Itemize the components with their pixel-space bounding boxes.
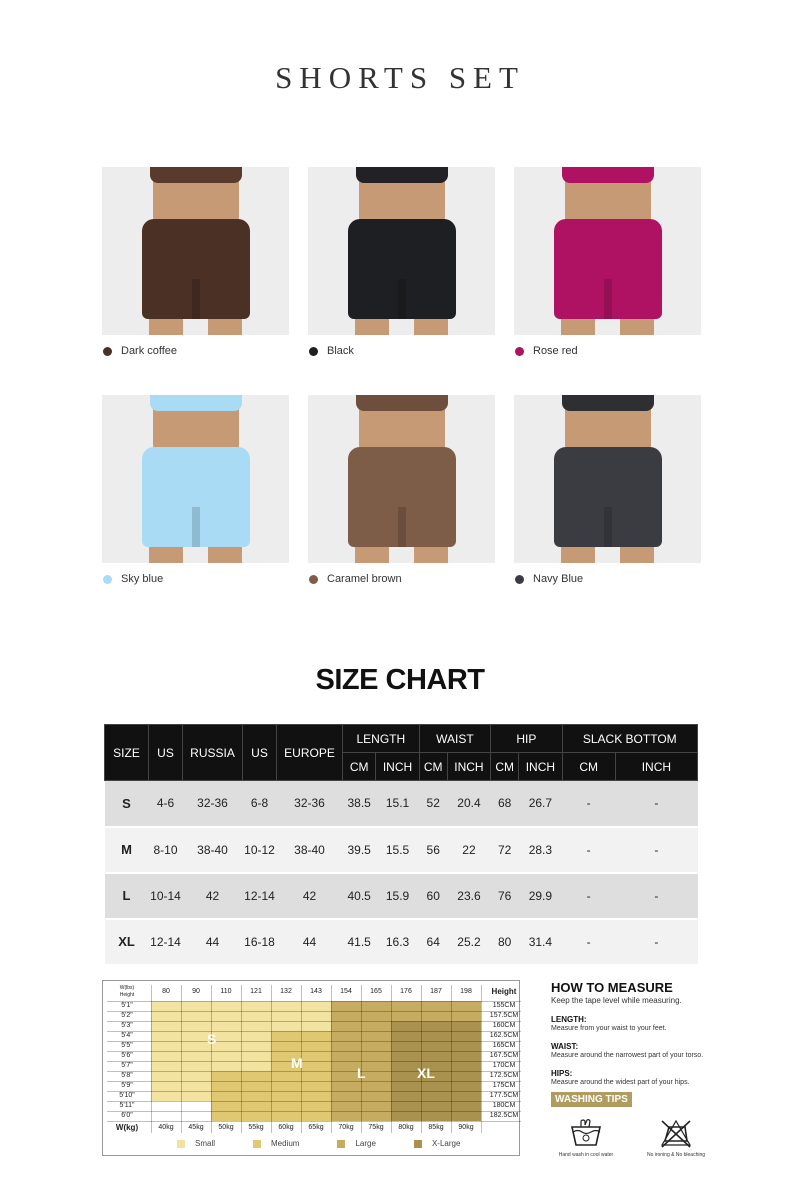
table-cell: 16.3 <box>376 919 419 965</box>
grid-line <box>107 1051 521 1052</box>
table-cell: 38-40 <box>277 827 343 873</box>
grid-line <box>331 985 332 1133</box>
header-length: LENGTH <box>343 725 420 753</box>
sports-bra <box>356 395 448 411</box>
grid-line <box>421 985 422 1133</box>
table-cell: 38-40 <box>183 827 243 873</box>
grid-line <box>107 1061 521 1062</box>
color-option[interactable] <box>514 573 701 585</box>
product-photo[interactable] <box>102 167 289 335</box>
size-zone-label: M <box>291 1055 303 1071</box>
grid-line <box>107 1111 521 1112</box>
color-name: Black <box>327 345 354 357</box>
color-name: Navy Blue <box>533 573 584 585</box>
height-cm-label: 180CM <box>492 1102 516 1109</box>
weight-kg-label: 80kg <box>398 1124 414 1131</box>
table-cell: - <box>615 873 697 919</box>
table-cell: 26.7 <box>519 781 562 827</box>
legend-item <box>414 1139 460 1148</box>
height-ft-label: 5'5" <box>121 1042 133 1049</box>
sports-bra <box>150 167 242 183</box>
grid-line <box>107 1001 521 1002</box>
how-to-measure-subtitle: Keep the tape level while measuring. <box>551 996 682 1005</box>
height-cm-label: 155CM <box>492 1002 516 1009</box>
color-swatch-icon <box>515 575 524 584</box>
table-cell: 23.6 <box>447 873 490 919</box>
grid-line <box>451 985 452 1133</box>
weight-lbs-label: 80 <box>162 988 170 995</box>
grid-line <box>107 1071 521 1072</box>
product-card[interactable] <box>102 395 289 585</box>
grid-line <box>181 985 182 1133</box>
table-cell: 25.2 <box>447 919 490 965</box>
table-cell: 31.4 <box>519 919 562 965</box>
no-iron-no-bleach-icon <box>659 1119 693 1149</box>
weight-kg-label: 60kg <box>278 1124 294 1131</box>
height-ft-label: 5'6" <box>121 1052 133 1059</box>
header-size: SIZE <box>105 725 149 781</box>
height-cm-label: 172.5CM <box>489 1072 519 1079</box>
grid-line <box>107 1121 521 1122</box>
washing-tips-badge: WASHING TIPS <box>551 1092 632 1107</box>
size-chart-title: SIZE CHART <box>315 664 485 696</box>
product-photo[interactable] <box>308 167 495 335</box>
legend-swatch-icon <box>337 1140 345 1148</box>
grid-line <box>241 985 242 1133</box>
sports-bra <box>562 395 654 411</box>
subheader-cell: CM <box>419 753 447 781</box>
product-card[interactable] <box>308 167 495 357</box>
header-hip: HIP <box>491 725 562 753</box>
legend-item <box>177 1139 215 1148</box>
height-cm-label: 165CM <box>492 1042 516 1049</box>
height-ft-label: 5'4" <box>121 1032 133 1039</box>
size-zone-label: S <box>207 1031 217 1047</box>
height-cm-label: 167.5CM <box>489 1052 519 1059</box>
grid-line <box>107 1011 521 1012</box>
table-cell: - <box>562 781 615 827</box>
height-ft-label: 5'9" <box>121 1082 133 1089</box>
height-cm-label: 162.5CM <box>489 1032 519 1039</box>
shorts-garment <box>554 219 662 319</box>
table-cell: - <box>562 827 615 873</box>
table-cell: 60 <box>419 873 447 919</box>
table-cell: 32-36 <box>183 781 243 827</box>
table-cell: - <box>615 827 697 873</box>
table-cell: 15.1 <box>376 781 419 827</box>
model-leg-left <box>355 317 389 335</box>
sports-bra <box>562 167 654 183</box>
legend-swatch-icon <box>177 1140 185 1148</box>
table-cell: - <box>615 919 697 965</box>
model-leg-left <box>561 545 595 563</box>
height-ft-label: 5'1" <box>121 1002 133 1009</box>
model-leg-right <box>620 317 654 335</box>
table-cell: 68 <box>491 781 519 827</box>
sports-bra <box>150 395 242 411</box>
legend-item <box>253 1139 299 1148</box>
shorts-garment <box>142 219 250 319</box>
grid-line <box>481 985 482 1133</box>
legend-swatch-icon <box>253 1140 261 1148</box>
table-cell: 16-18 <box>243 919 277 965</box>
weight-lbs-label: 176 <box>400 988 412 995</box>
model-leg-right <box>620 545 654 563</box>
size-label: S <box>105 781 149 827</box>
model-leg-left <box>149 317 183 335</box>
table-cell: - <box>562 873 615 919</box>
table-cell: 39.5 <box>343 827 376 873</box>
table-row <box>105 919 698 965</box>
legend-label: X-Large <box>431 1139 461 1148</box>
legend-label: Large <box>355 1139 376 1148</box>
color-swatch-icon <box>103 575 112 584</box>
hand-wash-caption: Hand wash in cool water <box>558 1152 614 1158</box>
grid-line <box>211 985 212 1133</box>
weight-kg-label: 75kg <box>368 1124 384 1131</box>
grid-line <box>107 1031 521 1032</box>
page-title: SHORTS SET <box>275 60 525 95</box>
subheader-cell: INCH <box>519 753 562 781</box>
grid-line <box>107 1091 521 1092</box>
weight-kg-label: 85kg <box>428 1124 444 1131</box>
color-option[interactable] <box>102 345 289 357</box>
color-name: Caramel brown <box>327 573 402 585</box>
table-cell: - <box>615 781 697 827</box>
legend-swatch-icon <box>414 1140 422 1148</box>
grid-line <box>107 1041 521 1042</box>
weight-kg-label: 90kg <box>458 1124 474 1131</box>
shorts-garment <box>554 447 662 547</box>
model-leg-right <box>208 545 242 563</box>
product-photo[interactable] <box>514 167 701 335</box>
measure-waist-label: WAIST: <box>551 1042 579 1051</box>
table-cell: 20.4 <box>447 781 490 827</box>
table-cell: 44 <box>183 919 243 965</box>
model-leg-left <box>149 545 183 563</box>
table-cell: 22 <box>447 827 490 873</box>
height-cm-label: 175CM <box>492 1082 516 1089</box>
size-label: XL <box>105 919 149 965</box>
weight-lbs-label: 187 <box>430 988 442 995</box>
grid-line <box>107 1101 521 1102</box>
height-cm-label: 182.5CM <box>489 1112 519 1119</box>
product-card[interactable] <box>514 395 701 585</box>
table-cell: 12-14 <box>243 873 277 919</box>
height-cm-label: 160CM <box>492 1022 516 1029</box>
table-cell: 40.5 <box>343 873 376 919</box>
subheader-cell: INCH <box>615 753 697 781</box>
header-slack-bottom: SLACK BOTTOM <box>562 725 697 753</box>
color-swatch-icon <box>309 575 318 584</box>
grid-line <box>361 985 362 1133</box>
subheader-cell: CM <box>491 753 519 781</box>
height-cm-label: 157.5CM <box>489 1012 519 1019</box>
grid-line <box>107 1021 521 1022</box>
grid-line <box>107 1081 521 1082</box>
legend-label: Small <box>195 1139 216 1148</box>
product-card[interactable] <box>514 167 701 357</box>
table-cell: 15.9 <box>376 873 419 919</box>
weight-kg-label: 50kg <box>218 1124 234 1131</box>
size-label: L <box>105 873 149 919</box>
height-cm-label: 177.5CM <box>489 1092 519 1099</box>
grid-line <box>391 985 392 1133</box>
no-iron-tip <box>641 1119 711 1158</box>
size-zone-label: XL <box>417 1065 435 1081</box>
subheader-cell: CM <box>343 753 376 781</box>
height-ft-label: 5'10" <box>119 1092 135 1099</box>
table-cell: 42 <box>277 873 343 919</box>
table-cell: 80 <box>491 919 519 965</box>
product-photo[interactable] <box>102 395 289 563</box>
header-us: US <box>149 725 183 781</box>
how-to-measure-panel <box>551 980 711 1158</box>
table-cell: 64 <box>419 919 447 965</box>
measure-hips-label: HIPS: <box>551 1069 573 1078</box>
table-cell: 4-6 <box>149 781 183 827</box>
table-row <box>105 873 698 919</box>
table-cell: 44 <box>277 919 343 965</box>
subheader-cell: CM <box>562 753 615 781</box>
table-cell: 28.3 <box>519 827 562 873</box>
grid-line <box>271 985 272 1133</box>
weight-kg-label: 55kg <box>248 1124 264 1131</box>
height-ft-label: 5'11" <box>119 1102 135 1109</box>
weight-lbs-label: 121 <box>250 988 262 995</box>
height-ft-label: 5'2" <box>121 1012 133 1019</box>
height-weight-chart <box>102 980 520 1156</box>
header-europe: EUROPE <box>277 725 343 781</box>
model-leg-right <box>414 545 448 563</box>
color-name: Sky blue <box>121 573 164 585</box>
color-swatch-icon <box>309 347 318 356</box>
shorts-garment <box>348 447 456 547</box>
how-to-measure-title: HOW TO MEASURE <box>551 980 673 995</box>
corner-label-weight: W(lbs) <box>119 985 135 991</box>
chart-legend <box>177 1139 460 1148</box>
table-row <box>105 827 698 873</box>
color-option[interactable] <box>308 345 495 357</box>
table-cell: 12-14 <box>149 919 183 965</box>
table-cell: - <box>562 919 615 965</box>
weight-lbs-label: 132 <box>280 988 292 995</box>
hand-wash-icon <box>569 1119 603 1149</box>
size-label: M <box>105 827 149 873</box>
measure-length-label: LENGTH: <box>551 1015 587 1024</box>
height-ft-label: 5'8" <box>121 1072 133 1079</box>
weight-lbs-label: 154 <box>340 988 352 995</box>
table-cell: 42 <box>183 873 243 919</box>
header-russia: RUSSIA <box>183 725 243 781</box>
model-leg-right <box>208 317 242 335</box>
shorts-garment <box>142 447 250 547</box>
table-cell: 29.9 <box>519 873 562 919</box>
table-cell: 10-14 <box>149 873 183 919</box>
table-cell: 8-10 <box>149 827 183 873</box>
legend-item <box>337 1139 375 1148</box>
height-ft-label: 5'3" <box>121 1022 133 1029</box>
grid-line <box>151 985 152 1133</box>
color-name: Rose red <box>533 345 578 357</box>
color-swatch-icon <box>103 347 112 356</box>
size-zone-label: L <box>357 1065 366 1081</box>
color-option[interactable] <box>514 345 701 357</box>
weight-lbs-label: 110 <box>220 988 232 995</box>
model-leg-left <box>561 317 595 335</box>
size-chart-table <box>104 724 698 966</box>
table-cell: 15.5 <box>376 827 419 873</box>
color-swatch-icon <box>515 347 524 356</box>
sports-bra <box>356 167 448 183</box>
measure-waist-desc: Measure around the narrowest part of your torso. <box>551 1052 704 1059</box>
table-header-row <box>105 725 698 753</box>
subheader-cell: INCH <box>447 753 490 781</box>
product-photo[interactable] <box>308 395 495 563</box>
table-cell: 72 <box>491 827 519 873</box>
table-row <box>105 781 698 827</box>
table-cell: 41.5 <box>343 919 376 965</box>
weight-kg-label: 65kg <box>308 1124 324 1131</box>
color-option[interactable] <box>102 573 289 585</box>
weight-kg-label: 45kg <box>188 1124 204 1131</box>
color-option[interactable] <box>308 573 495 585</box>
height-ft-label: 5'7" <box>121 1062 133 1069</box>
product-card[interactable] <box>102 167 289 357</box>
measure-length-desc: Measure from your waist to your feet. <box>551 1025 667 1032</box>
weight-lbs-label: 90 <box>192 988 200 995</box>
product-card[interactable] <box>308 395 495 585</box>
table-cell: 38.5 <box>343 781 376 827</box>
model-leg-left <box>355 545 389 563</box>
height-column-label: Height <box>491 987 517 996</box>
shorts-garment <box>348 219 456 319</box>
kg-row-label: W(kg) <box>115 1123 139 1132</box>
header-waist: WAIST <box>419 725 490 753</box>
no-iron-caption: No ironing & No bleaching <box>646 1152 706 1158</box>
table-cell: 10-12 <box>243 827 277 873</box>
corner-label-height: Height <box>119 992 135 998</box>
table-cell: 56 <box>419 827 447 873</box>
legend-label: Medium <box>271 1139 300 1148</box>
table-cell: 6-8 <box>243 781 277 827</box>
weight-kg-label: 40kg <box>158 1124 174 1131</box>
height-ft-label: 6'0" <box>121 1112 133 1119</box>
table-cell: 76 <box>491 873 519 919</box>
weight-lbs-label: 165 <box>370 988 382 995</box>
model-leg-right <box>414 317 448 335</box>
height-cm-label: 170CM <box>492 1062 516 1069</box>
color-name: Dark coffee <box>121 345 178 357</box>
weight-kg-label: 70kg <box>338 1124 354 1131</box>
measure-hips-desc: Measure around the widest part of your hips. <box>551 1079 690 1086</box>
hand-wash-tip <box>551 1119 621 1158</box>
weight-lbs-label: 198 <box>460 988 472 995</box>
table-cell: 32-36 <box>277 781 343 827</box>
header-us-2: US <box>243 725 277 781</box>
table-cell: 52 <box>419 781 447 827</box>
subheader-cell: INCH <box>376 753 419 781</box>
product-photo[interactable] <box>514 395 701 563</box>
weight-lbs-label: 143 <box>310 988 322 995</box>
